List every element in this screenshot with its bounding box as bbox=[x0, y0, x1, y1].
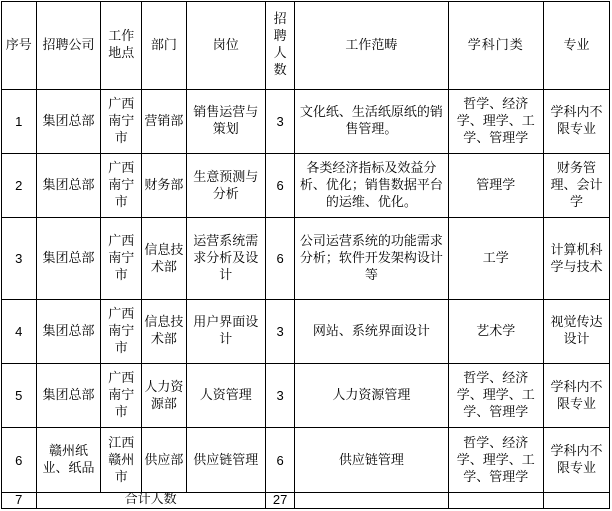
cell-scope: 各类经济指标及效益分析、优化；销售数据平台的运维、优化。 bbox=[295, 153, 448, 217]
header-discipline: 学科门类 bbox=[448, 2, 543, 90]
total-empty-discipline bbox=[448, 492, 543, 508]
cell-dept: 信息技术部 bbox=[142, 218, 187, 300]
header-dept: 部门 bbox=[142, 2, 187, 90]
cell-scope: 供应链管理 bbox=[295, 428, 448, 492]
total-empty-major bbox=[543, 492, 609, 508]
total-row bbox=[2, 492, 610, 508]
cell-seq: 1 bbox=[2, 89, 37, 153]
cell-location: 广西南宁市 bbox=[101, 299, 142, 363]
header-position: 岗位 bbox=[186, 2, 265, 90]
cell-seq: 2 bbox=[2, 153, 37, 217]
cell-company: 集团总部 bbox=[36, 89, 101, 153]
cell-major: 学科内不限专业 bbox=[543, 364, 609, 428]
header-major: 专业 bbox=[543, 2, 609, 90]
cell-discipline: 管理学 bbox=[448, 153, 543, 217]
cell-major: 计算机科学与技术 bbox=[543, 218, 609, 300]
cell-count: 3 bbox=[265, 299, 294, 363]
header-company: 招聘公司 bbox=[36, 2, 101, 90]
cell-company: 集团总部 bbox=[36, 153, 101, 217]
cell-discipline: 哲学、经济学、理学、工学、管理学 bbox=[448, 364, 543, 428]
cell-location: 江西赣州市 bbox=[101, 428, 142, 492]
cell-position: 生意预测与分析 bbox=[186, 153, 265, 217]
header-count: 招聘人数 bbox=[265, 2, 294, 90]
cell-count: 6 bbox=[265, 218, 294, 300]
cell-discipline: 艺术学 bbox=[448, 299, 543, 363]
cell-seq: 6 bbox=[2, 428, 37, 492]
total-label: 合计人数 bbox=[36, 492, 265, 508]
cell-dept: 人力资源部 bbox=[142, 364, 187, 428]
cell-count: 3 bbox=[265, 89, 294, 153]
table-row bbox=[2, 428, 610, 492]
cell-dept: 营销部 bbox=[142, 89, 187, 153]
cell-position: 用户界面设计 bbox=[186, 299, 265, 363]
cell-count: 3 bbox=[265, 364, 294, 428]
cell-seq: 4 bbox=[2, 299, 37, 363]
cell-scope: 公司运营系统的功能需求分析；软件开发架构设计等 bbox=[295, 218, 448, 300]
cell-discipline: 工学 bbox=[448, 218, 543, 300]
cell-dept: 财务部 bbox=[142, 153, 187, 217]
header-location: 工作地点 bbox=[101, 2, 142, 90]
table-row bbox=[2, 153, 610, 217]
cell-position: 运营系统需求分析及设计 bbox=[186, 218, 265, 300]
cell-scope: 网站、系统界面设计 bbox=[295, 299, 448, 363]
cell-dept: 信息技术部 bbox=[142, 299, 187, 363]
cell-dept: 供应部 bbox=[142, 428, 187, 492]
cell-discipline: 哲学、经济学、理学、工学、管理学 bbox=[448, 89, 543, 153]
cell-scope: 文化纸、生活纸原纸的销售管理。 bbox=[295, 89, 448, 153]
cell-company: 赣州纸业、纸品 bbox=[36, 428, 101, 492]
cell-location: 广西南宁市 bbox=[101, 218, 142, 300]
cell-location: 广西南宁市 bbox=[101, 153, 142, 217]
cell-major: 学科内不限专业 bbox=[543, 89, 609, 153]
cell-seq: 3 bbox=[2, 218, 37, 300]
table-row bbox=[2, 364, 610, 428]
total-count: 27 bbox=[265, 492, 294, 508]
cell-seq: 5 bbox=[2, 364, 37, 428]
cell-company: 集团总部 bbox=[36, 299, 101, 363]
cell-position: 供应链管理 bbox=[186, 428, 265, 492]
header-row bbox=[2, 2, 610, 90]
cell-location: 广西南宁市 bbox=[101, 89, 142, 153]
cell-major: 学科内不限专业 bbox=[543, 428, 609, 492]
total-seq: 7 bbox=[2, 492, 37, 508]
cell-count: 6 bbox=[265, 428, 294, 492]
cell-count: 6 bbox=[265, 153, 294, 217]
table-row bbox=[2, 218, 610, 300]
cell-discipline: 哲学、经济学、理学、工学、管理学 bbox=[448, 428, 543, 492]
cell-position: 人资管理 bbox=[186, 364, 265, 428]
total-empty-scope bbox=[295, 492, 448, 508]
header-seq: 序号 bbox=[2, 2, 37, 90]
cell-scope: 人力资源管理 bbox=[295, 364, 448, 428]
table-row bbox=[2, 299, 610, 363]
cell-company: 集团总部 bbox=[36, 218, 101, 300]
cell-position: 销售运营与策划 bbox=[186, 89, 265, 153]
cell-major: 视觉传达设计 bbox=[543, 299, 609, 363]
header-scope: 工作范畴 bbox=[295, 2, 448, 90]
cell-major: 财务管理、会计学 bbox=[543, 153, 609, 217]
recruitment-table bbox=[1, 1, 610, 509]
table-row bbox=[2, 89, 610, 153]
cell-location: 广西南宁市 bbox=[101, 364, 142, 428]
cell-company: 集团总部 bbox=[36, 364, 101, 428]
